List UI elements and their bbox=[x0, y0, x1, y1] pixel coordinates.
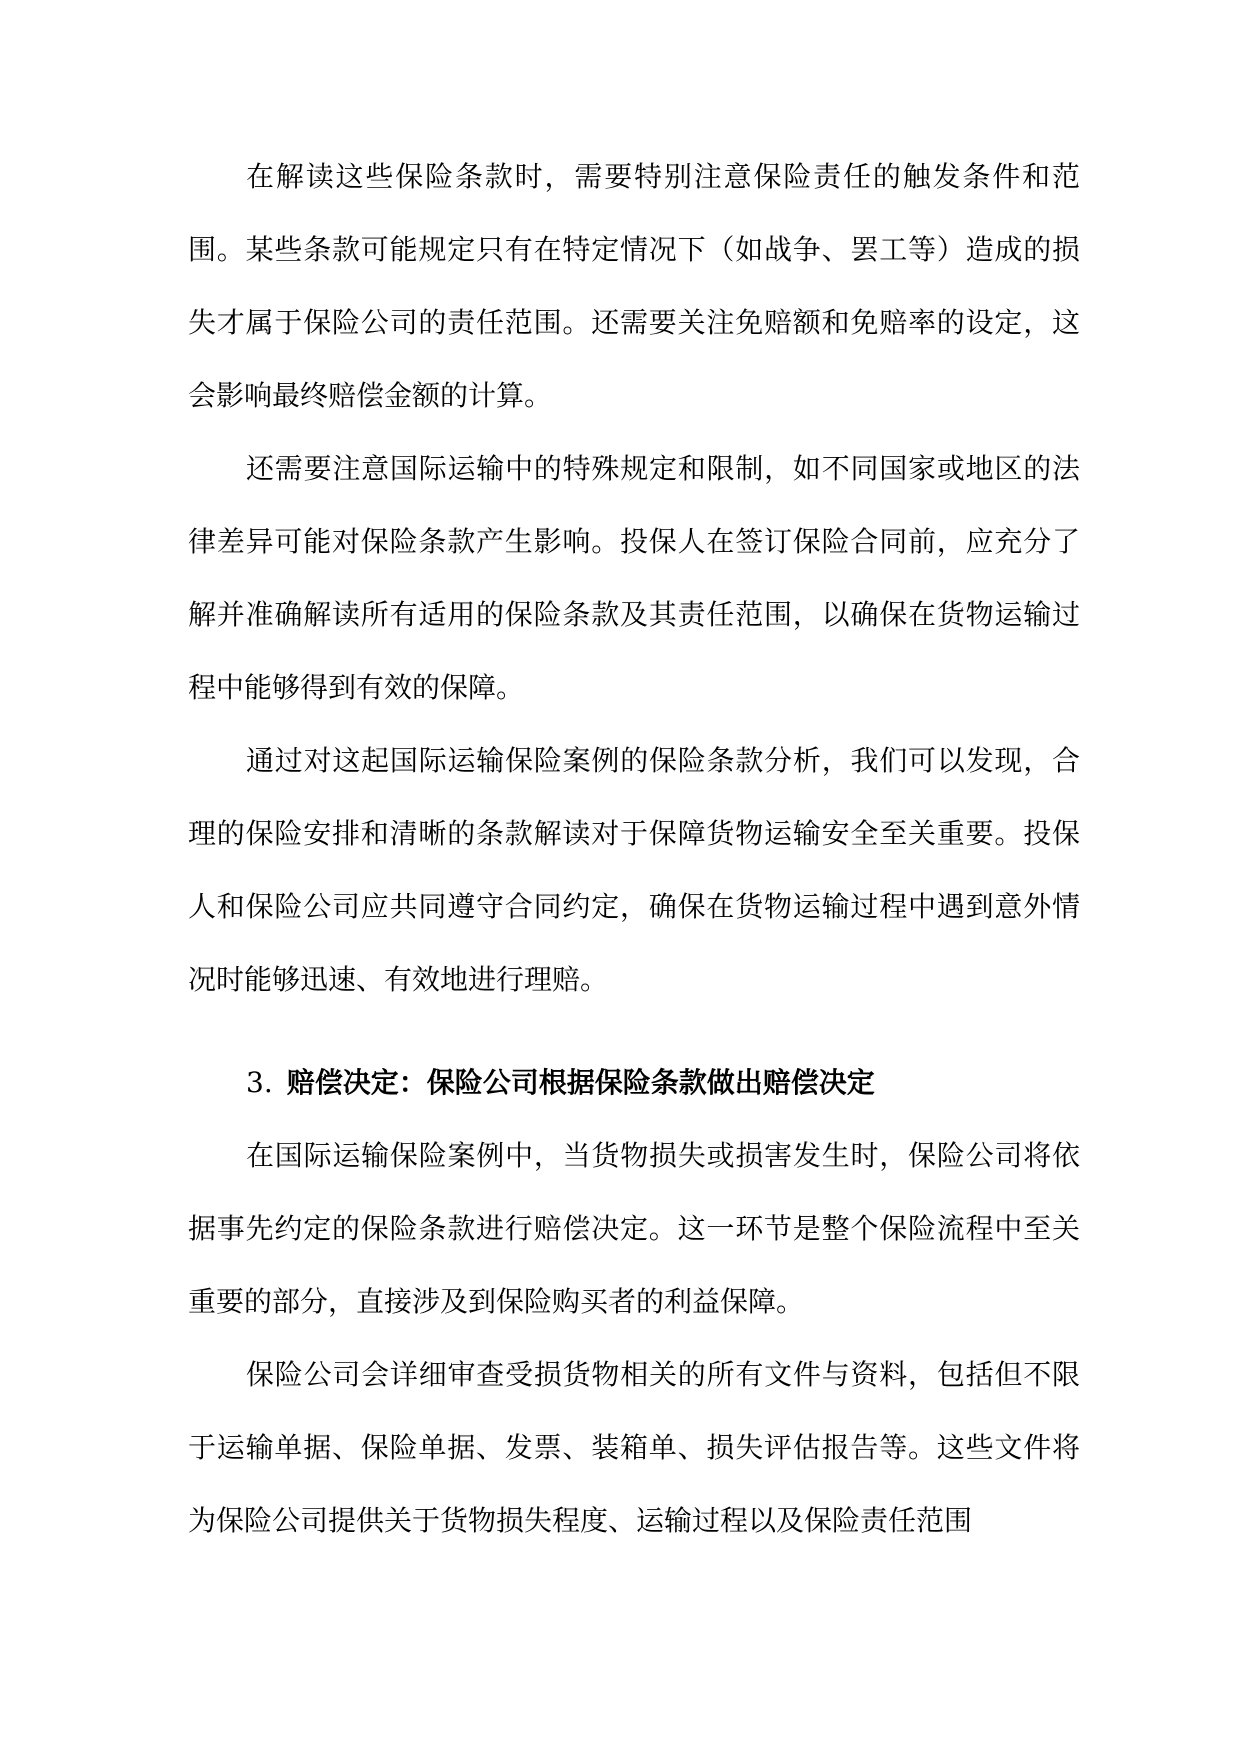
paragraph-document-review: 保险公司会详细审查受损货物相关的所有文件与资料，包括但不限于运输单据、保险单据、发票、装箱单、损失评估报告等。这些文件将为保险公司提供关于货物损失程度、运输过程以及保险责任范围 bbox=[188, 1358, 1080, 1537]
paragraph-case-conclusion: 通过对这起国际运输保险案例的保险条款分析，我们可以发现，合理的保险安排和清晰的条款解读对于保障货物运输安全至关重要。投保人和保险公司应共同遵守合同约定，确保在货物运输过程中遇到意外情况时能够迅速、有效地进行理赔。 bbox=[188, 744, 1080, 996]
paragraph-compensation-decision: 在国际运输保险案例中，当货物损失或损害发生时，保险公司将依据事先约定的保险条款进行赔偿决定。这一环节是整个保险流程中至关重要的部分，直接涉及到保险购买者的利益保障。 bbox=[188, 1139, 1080, 1318]
section-title: 赔偿决定：保险公司根据保险条款做出赔偿决定 bbox=[286, 1066, 875, 1099]
document-body bbox=[188, 140, 1080, 1557]
paragraph-clause-interpretation: 在解读这些保险条款时，需要特别注意保险责任的触发条件和范围。某些条款可能规定只有在特定情况下（如战争、罢工等）造成的损失才属于保险公司的责任范围。还需要关注免赔额和免赔率的设定，这会影响最终赔偿金额的计算。 bbox=[188, 160, 1080, 412]
section-heading bbox=[188, 1046, 1080, 1119]
section-number: 3. bbox=[246, 1066, 273, 1099]
paragraph-international-regulations: 还需要注意国际运输中的特殊规定和限制，如不同国家或地区的法律差异可能对保险条款产生影响。投保人在签订保险合同前，应充分了解并准确解读所有适用的保险条款及其责任范围，以确保在货物运输过程中能够得到有效的保障。 bbox=[188, 452, 1080, 704]
